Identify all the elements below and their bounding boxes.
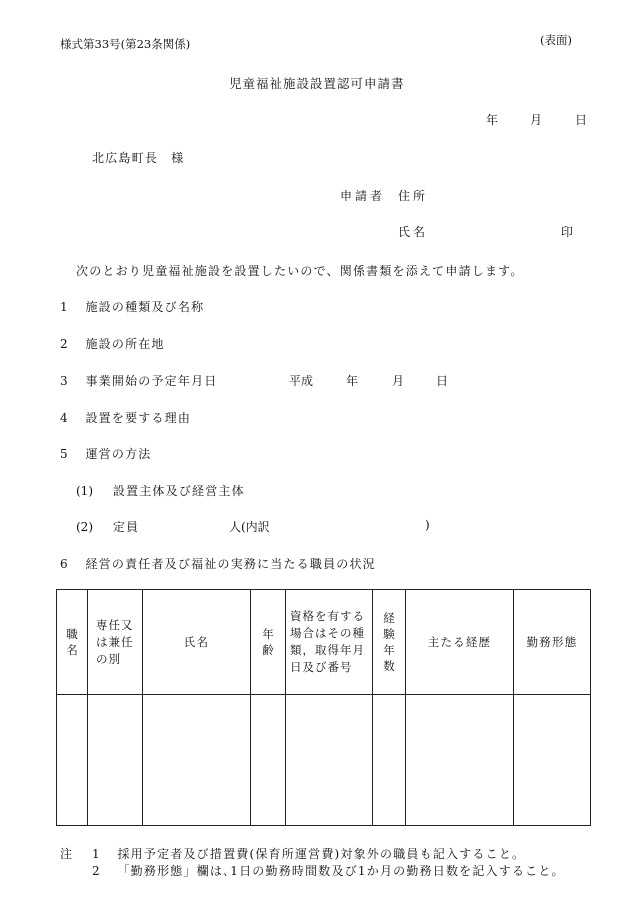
start-day: 日	[436, 374, 449, 388]
item-text: 設置を要する理由	[85, 411, 192, 425]
item-text: 施設の種類及び名称	[85, 300, 205, 314]
note-2	[92, 862, 565, 879]
item-text: 経営の責任者及び福祉の実務に当たる職員の状況	[85, 557, 376, 571]
item-text: 事業開始の予定年月日	[85, 374, 218, 388]
intro-text: 次のとおり児童福祉施設を設置したいので、関係書類を添えて申請します。	[76, 264, 524, 278]
date-day: 日	[575, 113, 588, 127]
item-number: 6	[60, 557, 68, 571]
item-text: 運営の方法	[85, 447, 152, 461]
subitem-2	[76, 518, 139, 535]
note-number: 2	[92, 864, 100, 878]
cell-fulltime-parttime[interactable]	[88, 695, 143, 826]
header-work-style: 勤務形態	[514, 590, 591, 695]
item-1	[60, 298, 204, 315]
start-era: 平成	[289, 374, 314, 388]
header-main-career: 主たる経歴	[406, 590, 514, 695]
item-number: 5	[60, 447, 68, 461]
subitem-number: (2)	[76, 520, 93, 534]
item-number: 2	[60, 337, 68, 351]
note-1	[92, 845, 525, 862]
notes-label: 注	[60, 847, 73, 861]
seal-mark: 印	[561, 225, 574, 239]
document-title: 児童福祉施設設置認可申請書	[229, 76, 405, 91]
header-job-title: 職名	[57, 590, 88, 695]
start-year: 年	[346, 374, 359, 388]
cell-work-style[interactable]	[514, 695, 591, 826]
header-fulltime-parttime: 専任又は兼任の別	[88, 590, 143, 695]
subitem-1	[76, 482, 245, 499]
header-name: 氏名	[143, 590, 251, 695]
item-4	[60, 409, 191, 426]
header-age: 年齢	[251, 590, 286, 695]
table-row	[57, 695, 591, 826]
note-text: 採用予定者及び措置費(保育所運営費)対象外の職員も記入すること。	[117, 847, 526, 861]
breakdown-close: )	[425, 518, 430, 532]
applicant-address-label: 住所	[398, 189, 429, 203]
note-text: 「勤務形態」欄は､1日の勤務時間数及び1か月の勤務日数を記入すること。	[117, 864, 565, 878]
cell-experience-years[interactable]	[373, 695, 406, 826]
date-year: 年	[486, 113, 499, 127]
item-text: 施設の所在地	[85, 337, 165, 351]
start-month: 月	[392, 374, 405, 388]
staff-table	[56, 589, 591, 826]
item-number: 1	[60, 300, 68, 314]
header-experience-years: 経験年数	[373, 590, 406, 695]
form-number: 様式第33号(第23条関係)	[60, 37, 191, 51]
item-5	[60, 445, 151, 462]
header-qualification: 資格を有する場合はその種類，取得年月日及び番号	[286, 590, 373, 695]
item-number: 3	[60, 374, 68, 388]
cell-job-title[interactable]	[57, 695, 88, 826]
subitem-text: 定員	[112, 520, 140, 534]
subitem-number: (1)	[76, 484, 93, 498]
date-month: 月	[530, 113, 543, 127]
table-header-row	[57, 590, 591, 695]
applicant-label: 申請者	[340, 189, 386, 203]
item-6	[60, 555, 376, 572]
item-2	[60, 335, 165, 352]
cell-age[interactable]	[251, 695, 286, 826]
capacity-unit: 人(内訳	[229, 520, 270, 534]
cell-name[interactable]	[143, 695, 251, 826]
item-3	[60, 372, 217, 389]
addressee: 北広島町長 様	[92, 151, 185, 165]
cell-main-career[interactable]	[406, 695, 514, 826]
applicant-name-label: 氏名	[398, 225, 429, 239]
item-number: 4	[60, 411, 68, 425]
cell-qualification[interactable]	[286, 695, 373, 826]
note-number: 1	[92, 847, 100, 861]
side-label: (表面)	[540, 33, 572, 47]
subitem-text: 設置主体及び経営主体	[112, 484, 245, 498]
